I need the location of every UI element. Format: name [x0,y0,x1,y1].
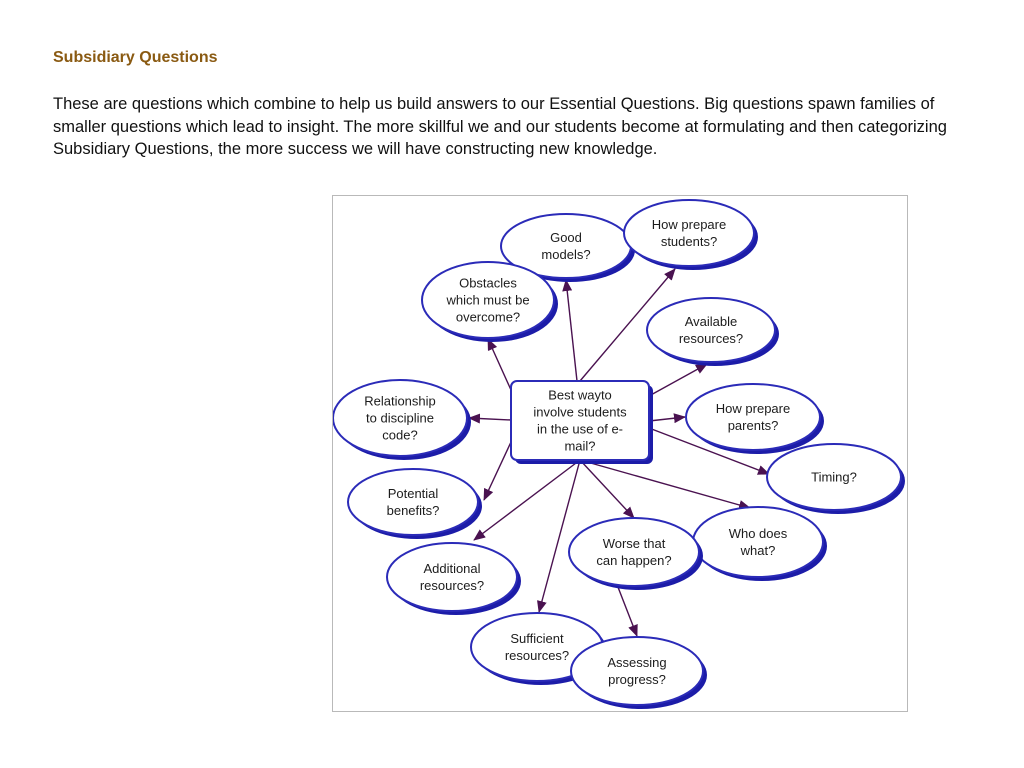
node-who-does-what-text-line-1: Who does [728,526,788,541]
node-how-prepare-parents [686,384,824,454]
central-question-text-line-3: in the use of e- [537,421,623,437]
arrow-to-additional-resources [474,460,580,540]
node-good-models-text-line-1: Good [550,230,582,245]
node-how-prepare-students [624,200,758,270]
arrow-to-who-does-what [580,460,750,508]
node-assessing-progress [571,637,707,709]
node-relationship-discipline [333,380,471,460]
node-additional-resources-text-line-2: resources? [419,578,485,593]
page-heading: Subsidiary Questions [53,49,218,66]
arrow-to-how-prepare-parents [649,417,685,421]
node-additional-resources [387,543,521,615]
node-relationship-discipline-text-line-2: to discipline [366,410,434,426]
node-ellipse [693,507,823,577]
arrow-to-sufficient-resources [539,460,580,612]
node-sufficient-resources-text-line-2: resources? [504,648,570,663]
arrow-to-obstacles [488,339,511,390]
node-obstacles [422,262,558,342]
node-obstacles-text-line-1: Obstacles [459,275,517,291]
node-available-resources-text-line-1: Available [684,314,738,329]
central-question-text-line-4: mail? [564,438,596,454]
node-good-models-text-line-2: models? [541,247,591,262]
node-obstacles-text-line-3: overcome? [455,309,521,325]
node-obstacles-text-line-2: which must be [446,292,530,308]
arrow-to-potential-benefits [484,442,511,500]
node-how-prepare-students-text-line-1: How prepare [651,217,727,232]
central-question-text-line-2: involve students [533,404,627,420]
node-how-prepare-students-text-line-2: students? [660,234,718,249]
concept-map-diagram [332,195,908,712]
node-available-resources-text-line-2: resources? [678,331,744,346]
node-sufficient-resources-text-line-1: Sufficient [510,631,564,646]
node-potential-benefits [348,469,482,539]
arrow-to-available-resources [649,364,707,396]
arrow-to-assessing-progress [616,582,637,636]
node-assessing-progress-text-line-1: Assessing [607,655,667,670]
arrow-to-good-models [566,280,577,381]
node-ellipse [647,298,775,362]
node-relationship-discipline-text-line-3: code? [382,427,418,443]
arrow-to-relationship-discipline [469,418,511,420]
central-question-text-line-1: Best wayto [548,387,612,403]
node-ellipse [348,469,478,535]
node-relationship-discipline-text-line-1: Relationship [364,393,436,409]
intro-paragraph: These are questions which combine to help us build answers to our Essential Questions. Big questions spawn families of smaller questions which lead to insight. The more skillful we and our students become at formulating and then categorizing Subsidiary Questions, the more success we will have constructing new knowledge. [53,95,947,158]
node-ellipse [387,543,517,611]
node-potential-benefits-text-line-1: Potential [387,486,439,501]
node-timing [767,444,905,514]
node-ellipse [686,384,820,450]
node-available-resources [647,298,779,366]
node-ellipse [571,637,703,705]
node-worse-that-can-happen-text-line-2: can happen? [596,553,672,568]
concept-nodes [333,200,905,709]
central-question-box [511,381,653,464]
node-ellipse [569,518,699,586]
node-how-prepare-parents-text-line-2: parents? [727,418,779,433]
node-who-does-what [693,507,827,581]
node-worse-that-can-happen-text-line-1: Worse that [602,536,666,551]
concept-map-canvas [333,196,909,713]
node-assessing-progress-text-line-2: progress? [608,672,666,687]
node-additional-resources-text-line-1: Additional [423,561,481,576]
node-who-does-what-text-line-2: what? [740,543,776,558]
node-ellipse [624,200,754,266]
node-worse-that-can-happen [569,518,703,590]
arrow-to-worse-that-can-happen [580,460,634,518]
node-how-prepare-parents-text-line-1: How prepare [715,401,791,416]
node-potential-benefits-text-line-2: benefits? [386,503,440,518]
node-timing-text-line-1: Timing? [811,469,857,485]
